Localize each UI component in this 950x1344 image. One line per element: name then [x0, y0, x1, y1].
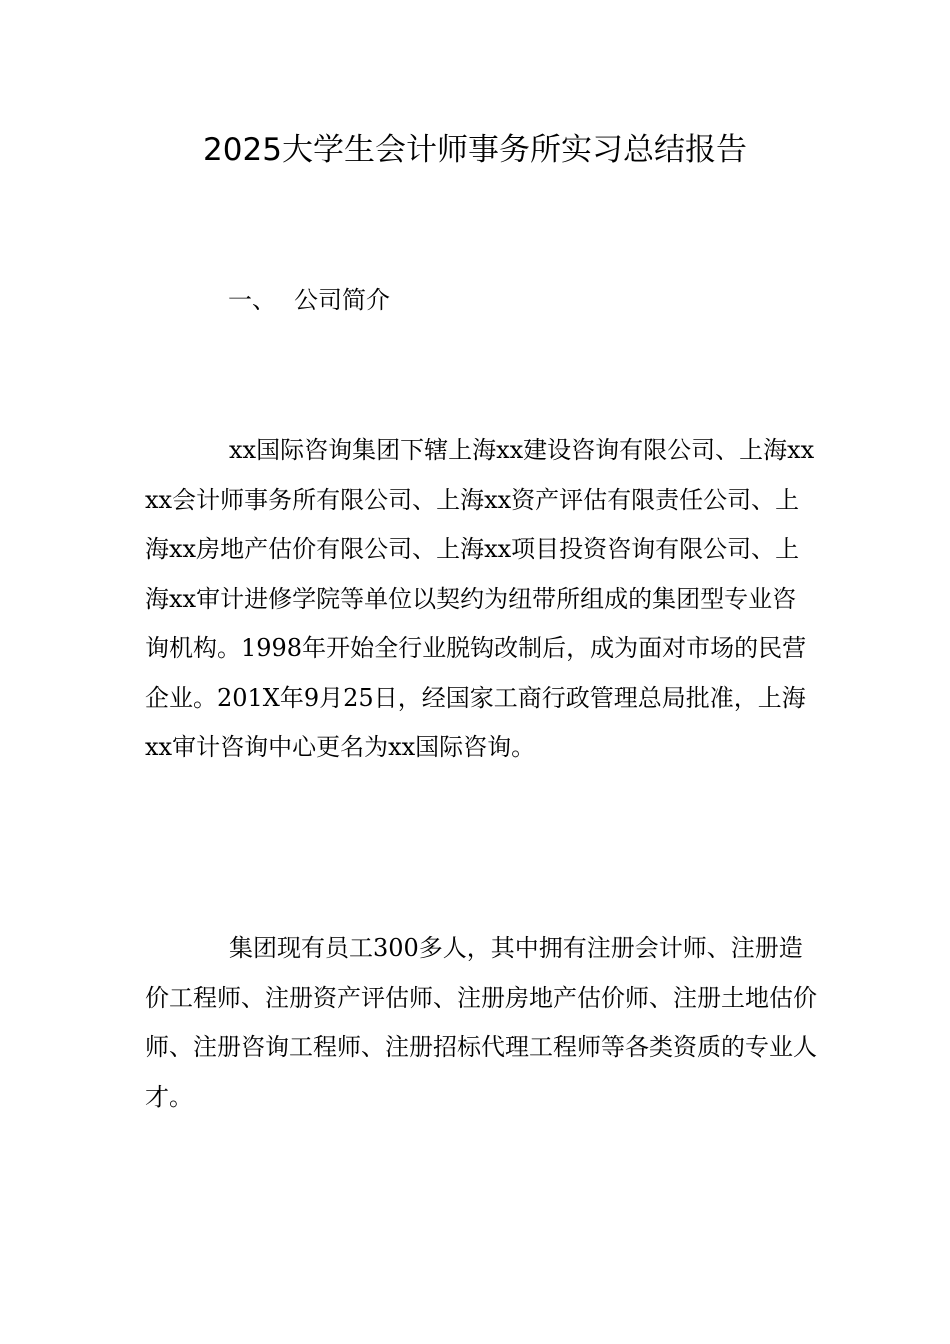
paragraph-company-overview: xx国际咨询集团下辖上海xx建设咨询有限公司、上海xxxx会计师事务所有限公司、上海xx资产评估有限责任公司、上海xx房地产估价有限公司、上海xx项目投资咨询有限公司、上海xx审计进修学院等单位以契约为纽带所组成的集团型专业咨询机构。1998年开始全行业脱钩改制后，成为面对市场的民营企业。201X年9月25日，经国家工商行政管理总局批准，上海xx审计咨询中心更名为xx国际咨询。 [145, 436, 815, 761]
section-heading [228, 280, 390, 320]
section-number: 一、 [228, 286, 276, 314]
document-title: 2025大学生会计师事务所实习总结报告 [203, 132, 747, 168]
section-heading-text: 公司简介 [294, 286, 390, 314]
paragraph-staff: 集团现有员工300多人，其中拥有注册会计师、注册造价工程师、注册资产评估师、注册房地产估价师、注册土地估价师、注册咨询工程师、注册招标代理工程师等各类资质的专业人才。 [145, 934, 817, 1111]
